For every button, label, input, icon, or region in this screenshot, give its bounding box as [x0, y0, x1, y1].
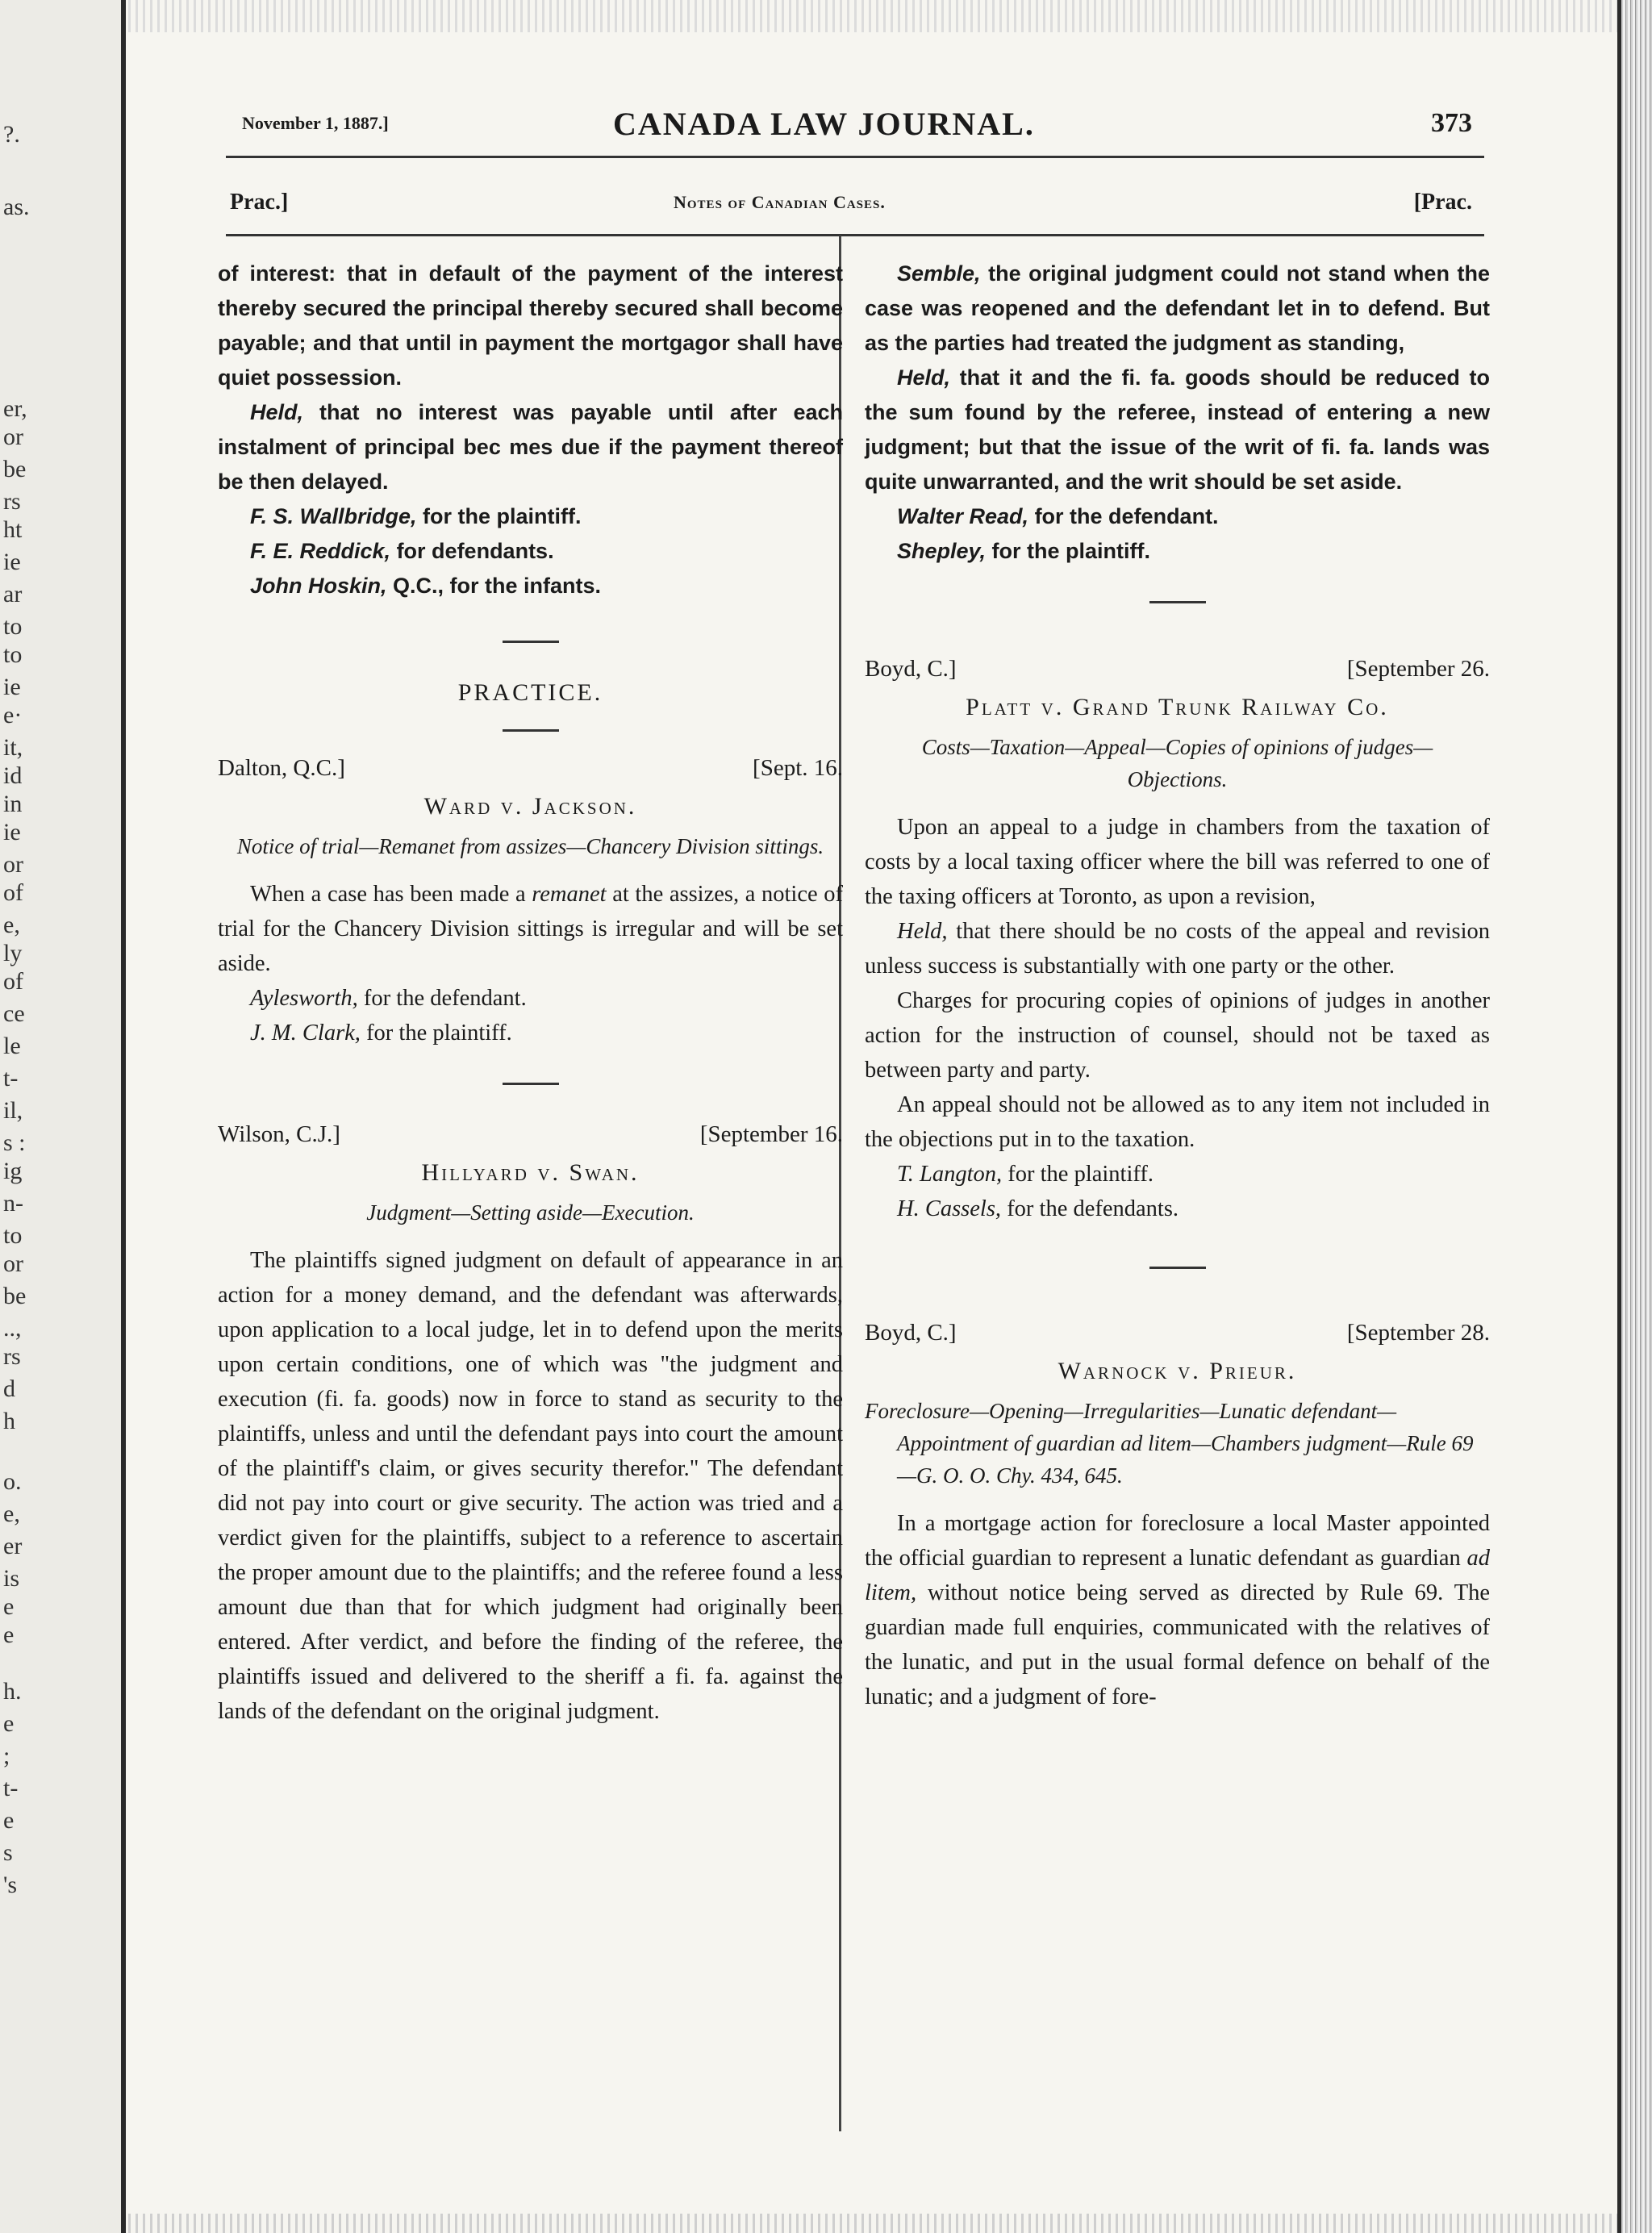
- margin-fragment: ly: [3, 940, 23, 966]
- margin-fragment: ie: [3, 674, 21, 700]
- margin-fragment: er: [3, 1533, 23, 1559]
- counsel-role: for the plaintiff.: [1002, 1162, 1153, 1187]
- margin-fragment: as.: [3, 194, 30, 220]
- counsel-role: Q.C., for the infants.: [386, 574, 602, 598]
- held-paragraph: [865, 914, 1490, 983]
- margin-fragment: il,: [3, 1097, 23, 1124]
- held-paragraph: [218, 395, 843, 499]
- judge: Wilson, C.J.]: [218, 1121, 340, 1147]
- margin-fragment: ce: [3, 1000, 25, 1027]
- gutter-line: [121, 0, 126, 2233]
- margin-fragment: rs: [3, 488, 21, 515]
- counsel-line: [865, 534, 1490, 569]
- margin-fragment: of: [3, 968, 23, 995]
- separator-rule: [503, 1083, 559, 1085]
- case-body: Upon an appeal to a judge in chambers from the taxation of costs by a local taxing officer where the bill was referred to one of the taxing officers at Toronto, as upon a revision,: [865, 815, 1490, 909]
- margin-fragment: h.: [3, 1678, 22, 1705]
- case-judge-line: [865, 652, 1490, 687]
- section-header-left: Prac.]: [230, 190, 289, 215]
- margin-fragment: ht: [3, 516, 23, 543]
- decision-date: [September 16.: [699, 1121, 843, 1147]
- left-column: [218, 257, 843, 1729]
- decision-date: [September 28.: [1346, 1320, 1490, 1346]
- decision-date: [September 26.: [1346, 656, 1490, 682]
- header-rule: [226, 156, 1484, 158]
- margin-fragment: of: [3, 879, 23, 906]
- judge: Boyd, C.]: [865, 656, 957, 682]
- body-text: When a case has been made a: [250, 882, 532, 907]
- section-header: [226, 186, 1472, 226]
- scan-top-edge: [121, 0, 1621, 32]
- margin-fragment: be: [3, 456, 27, 482]
- counsel-role: for the plaintiff.: [360, 1021, 512, 1046]
- margin-fragment: ie: [3, 819, 21, 845]
- case-body: [865, 1506, 1490, 1714]
- case-body: The plaintiffs signed judgment on default of appearance in an action for a money demand, and the defendant was afterwards, upon application to a local judge, let in to defend upon the merits upon certain conditions, one of which was "the judgment and execution (fi. fa. goods) now in force to stand as security to the plaintiffs, unless and until the defendant pays into court the amount of the plaintiff's claim, or gives security therefor." The defendant did not pay into court or give security. The action was tried and a verdict given for the plaintiffs, subject to a reference to ascertain the proper amount due to the plaintiffs; and the referee found a less amount due than that for which judgment had originally been entered. After verdict, and before the finding of the referee, the plaintiffs issued and delivered to the sheriff a fi. fa. against the lands of the defendant on the original judgment.: [218, 1248, 843, 1724]
- held-label: Held,: [897, 365, 951, 390]
- paragraph: of interest: that in default of the payment of the interest thereby secured the principal thereby secured shall become payable; and that until in payment the mortgagor shall have quiet possession.: [218, 261, 843, 390]
- body-text: without notice being served as directed by Rule 69. The guardian made full enquiries, communicated with the relatives of the lunatic, and put in the usual formal defence on behalf of the lunatic; and a judgment of fore-: [865, 1580, 1490, 1709]
- margin-fragment: le: [3, 1033, 21, 1059]
- judge: Boyd, C.]: [865, 1320, 957, 1346]
- decision-date: [Sept. 16.: [753, 755, 843, 781]
- margin-fragment: be: [3, 1283, 27, 1309]
- separator-rule: [1149, 601, 1206, 603]
- margin-fragment: is: [3, 1565, 20, 1592]
- margin-fragment: n-: [3, 1190, 23, 1217]
- case-body: [218, 877, 843, 981]
- held-text: that it and the fi. fa. goods should be reduced to the sum found by the referee, instead of entering a new judgment; but that the issue of the writ of fi. fa. lands was quite unwarranted, and the writ should be set aside.: [865, 365, 1490, 494]
- counsel-role: for defendants.: [390, 539, 554, 563]
- headnote: Costs—Taxation—Appeal—Copies of opinions of judges—Objections.: [921, 735, 1433, 791]
- margin-fragment: it,: [3, 734, 23, 761]
- margin-fragment: ie: [3, 549, 21, 575]
- margin-fragment: e: [3, 1593, 15, 1620]
- margin-fragment: ;: [3, 1743, 10, 1769]
- counsel-line: [865, 1192, 1490, 1226]
- scan-bottom-edge: [121, 2214, 1621, 2233]
- body-text: at the assizes, a notice of trial for the Chancery Division sittings is irregular and will be set aside.: [218, 882, 843, 976]
- counsel-name: H. Cassels,: [897, 1196, 1002, 1221]
- counsel-line: [218, 1016, 843, 1050]
- case-name: Warnock v. Prieur.: [1058, 1358, 1297, 1384]
- case-judge-line: [865, 1316, 1490, 1350]
- counsel-role: for the defendants.: [1001, 1196, 1179, 1221]
- margin-fragment: id: [3, 762, 23, 789]
- counsel-line: [218, 981, 843, 1016]
- held-label: Held,: [897, 919, 948, 944]
- margin-fragment: d: [3, 1375, 15, 1402]
- margin-fragment: t-: [3, 1775, 19, 1801]
- section-header-right: [Prac.: [1413, 190, 1472, 215]
- case-body: An appeal should not be allowed as to any item not included in the objections put in to the taxation.: [865, 1092, 1490, 1152]
- margin-fragment: e,: [3, 1500, 20, 1527]
- margin-fragment: s :: [3, 1129, 26, 1156]
- semble-paragraph: [865, 257, 1490, 361]
- counsel-name: T. Langton,: [897, 1162, 1003, 1187]
- semble-label: Semble,: [897, 261, 981, 286]
- case-name: Platt v. Grand Trunk Railway Co.: [966, 694, 1389, 720]
- margin-fragment: rs: [3, 1343, 21, 1370]
- counsel-line: [865, 499, 1490, 534]
- margin-fragment: or: [3, 1250, 23, 1277]
- case-body: Charges for procuring copies of opinions of judges in another action for the instruction of counsel, should not be taxed as between party and party.: [865, 988, 1490, 1083]
- right-column: [865, 257, 1490, 1714]
- counsel-role: for the defendant.: [1028, 504, 1219, 528]
- margin-fragment: e,: [3, 912, 20, 938]
- margin-fragment: s: [3, 1839, 13, 1866]
- separator-rule: [1149, 1267, 1206, 1269]
- page-number: 373: [1431, 108, 1472, 138]
- margin-fragment: t-: [3, 1065, 19, 1091]
- headnote: Judgment—Setting aside—Execution.: [366, 1200, 695, 1225]
- section-rule: [226, 234, 1484, 236]
- held-text: that no interest was payable until after each instalment of principal bec mes due if the payment thereof be then delayed.: [218, 400, 843, 494]
- counsel-name: F. S. Wallbridge,: [250, 504, 417, 528]
- separator-rule: [503, 641, 559, 643]
- judge: Dalton, Q.C.]: [218, 755, 345, 781]
- margin-fragment: to: [3, 613, 23, 640]
- counsel-name: Aylesworth,: [250, 986, 358, 1011]
- headnote: Notice of trial—Remanet from assizes—Chancery Division sittings.: [236, 834, 824, 858]
- margin-fragment: to: [3, 1222, 23, 1249]
- counsel-name: John Hoskin,: [250, 574, 387, 598]
- counsel-name: J. M. Clark,: [250, 1021, 361, 1046]
- running-head: [242, 105, 1472, 153]
- case-name: Hillyard v. Swan.: [421, 1159, 640, 1186]
- margin-fragment: ..,: [3, 1315, 22, 1342]
- section-title: PRACTICE.: [457, 679, 603, 706]
- counsel-name: F. E. Reddick,: [250, 539, 391, 563]
- margin-fragment: er,: [3, 395, 27, 422]
- scan-right-edge: [1621, 0, 1652, 2233]
- margin-fragment: h: [3, 1408, 15, 1434]
- counsel-name: Shepley,: [897, 539, 987, 563]
- body-italic: remanet: [532, 882, 607, 907]
- counsel-line: [218, 534, 843, 569]
- counsel-role: for the plaintiff.: [986, 539, 1151, 563]
- held-text: that there should be no costs of the appeal and revision unless success is substantially with one party or the other.: [865, 919, 1490, 979]
- section-header-title: Notes of Canadian Cases.: [674, 192, 886, 212]
- margin-fragment: in: [3, 791, 23, 817]
- counsel-line: [218, 499, 843, 534]
- case-judge-line: [218, 751, 843, 786]
- margin-fragment: e: [3, 1710, 15, 1737]
- issue-date: November 1, 1887.]: [242, 113, 389, 133]
- counsel-name: Walter Read,: [897, 504, 1029, 528]
- margin-fragment: or: [3, 424, 23, 450]
- counsel-list: [865, 499, 1490, 569]
- journal-title: CANADA LAW JOURNAL.: [613, 106, 1035, 142]
- body-italic: ad litem,: [865, 1546, 1490, 1605]
- adjacent-page-fragments: [0, 0, 32, 2233]
- margin-fragment: to: [3, 641, 23, 668]
- counsel-role: for the defendant.: [357, 986, 527, 1011]
- held-paragraph: [865, 361, 1490, 499]
- margin-fragment: e: [3, 1807, 15, 1834]
- counsel-list: [218, 499, 843, 603]
- counsel-line: [865, 1157, 1490, 1192]
- margin-fragment: ?.: [3, 121, 20, 148]
- body-text: In a mortgage action for foreclosure a local Master appointed the official guardian to represent a lunatic defendant as guardian: [865, 1511, 1490, 1571]
- case-name: Ward v. Jackson.: [423, 793, 637, 820]
- margin-fragment: ig: [3, 1158, 23, 1184]
- separator-rule: [503, 729, 559, 732]
- headnote: Foreclosure—Opening—Irregularities—Lunatic defendant—Appointment of guardian ad litem—Chambers judgment—Rule 69—G. O. O. Chy. 434, 645.: [865, 1399, 1474, 1488]
- margin-fragment: o.: [3, 1468, 22, 1495]
- counsel-line: [218, 569, 843, 603]
- margin-fragment: ar: [3, 581, 23, 607]
- case-judge-line: [218, 1117, 843, 1152]
- held-label: Held,: [250, 400, 304, 424]
- margin-fragment: 's: [3, 1872, 18, 1898]
- margin-fragment: e: [3, 1622, 15, 1648]
- margin-fragment: or: [3, 851, 23, 878]
- semble-text: the original judgment could not stand when the case was reopened and the defendant let in to defend. But as the parties had treated the judgment as standing,: [865, 261, 1490, 355]
- margin-fragment: e·: [3, 702, 23, 728]
- counsel-role: for the plaintiff.: [416, 504, 582, 528]
